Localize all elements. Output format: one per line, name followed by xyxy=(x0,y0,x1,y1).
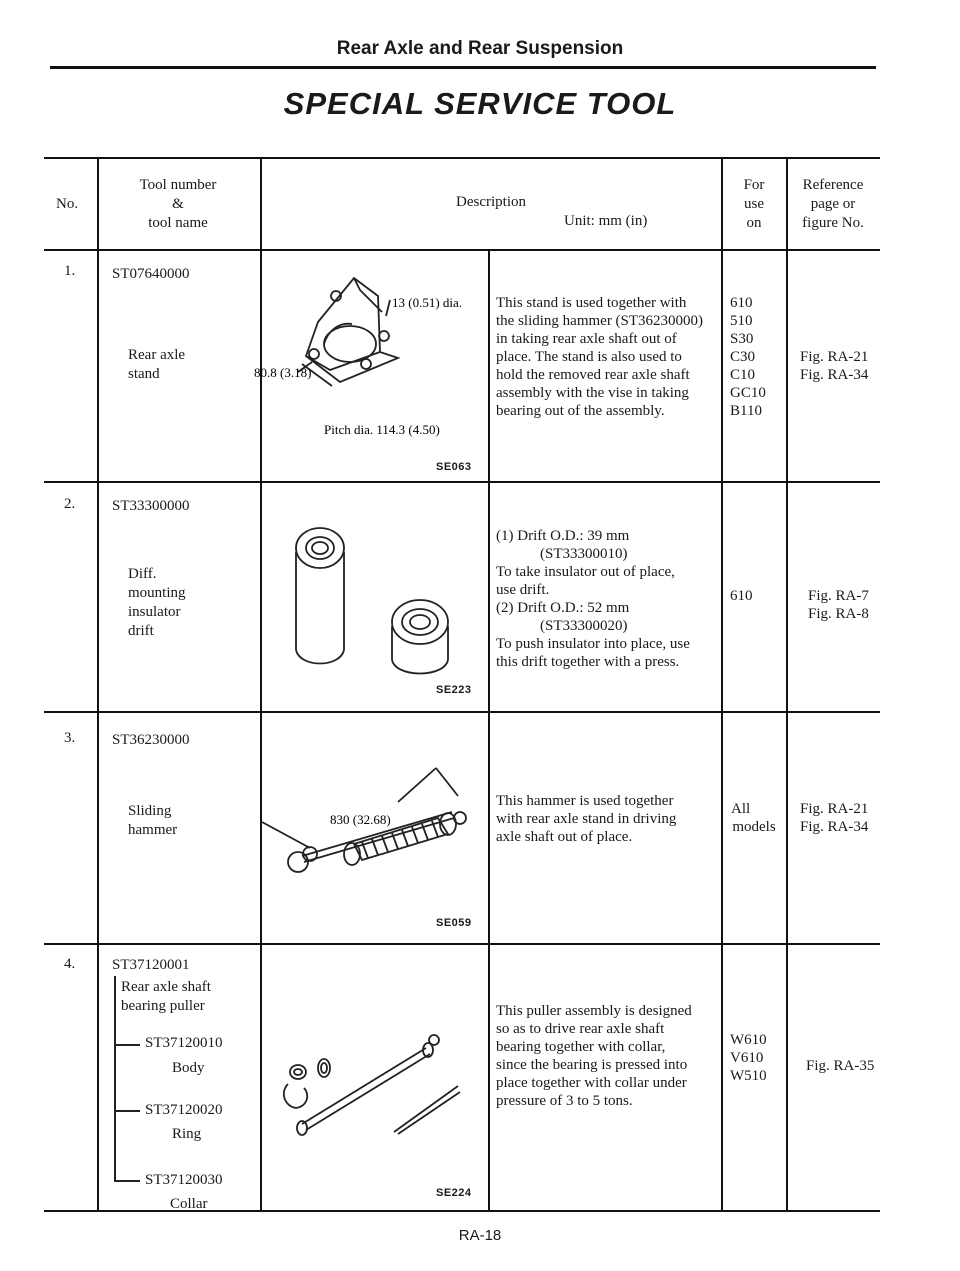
figure-reference: Fig. RA-21 xyxy=(800,801,869,817)
description-line: To take insulator out of place, xyxy=(496,564,675,580)
insulator-drift-illustration xyxy=(262,500,486,685)
sub-tool-name: Collar xyxy=(170,1196,208,1212)
row-number: 2. xyxy=(64,496,76,512)
model-code: 610 xyxy=(730,295,753,311)
model-code: W510 xyxy=(730,1068,767,1084)
for-use-on xyxy=(722,800,786,836)
figure-reference: Fig. RA-34 xyxy=(800,367,869,383)
page-heading: SPECIAL SERVICE TOOL xyxy=(283,86,677,121)
tool-description xyxy=(496,294,703,420)
for-use-on xyxy=(730,294,766,420)
tool-name-line: drift xyxy=(128,623,154,639)
header-line: For xyxy=(743,177,765,193)
description-line: (ST33300010) xyxy=(540,546,628,562)
tool-number: ST37120001 xyxy=(112,957,190,973)
tool-name-line: Sliding xyxy=(128,803,172,819)
row-number: 1. xyxy=(64,263,76,279)
description-line: assembly with the vise in taking xyxy=(496,385,689,401)
illustration-code: SE223 xyxy=(436,684,472,696)
row-divider xyxy=(44,711,880,713)
tool-name-line: hammer xyxy=(128,822,178,838)
bearing-puller-illustration xyxy=(262,1020,486,1140)
description-line: This puller assembly is designed xyxy=(496,1003,692,1019)
dimension-label: Pitch dia. 114.3 (4.50) xyxy=(324,422,440,437)
description-line: use drift. xyxy=(496,582,550,598)
illustration-code: SE059 xyxy=(436,917,472,929)
tool-name xyxy=(128,346,185,384)
model-code: All xyxy=(731,801,751,817)
header-line: & xyxy=(172,196,184,212)
row-divider xyxy=(44,481,880,483)
header-line: tool name xyxy=(148,215,208,231)
description-line: To push insulator into place, use xyxy=(496,636,690,652)
tool-name xyxy=(128,802,177,840)
model-code: 510 xyxy=(730,313,753,329)
column-divider xyxy=(721,157,723,1210)
tool-name-line: Diff. xyxy=(128,566,157,582)
description-line: with rear axle stand in driving xyxy=(496,811,677,827)
row-divider xyxy=(44,943,880,945)
reference xyxy=(806,1057,874,1075)
model-code: B110 xyxy=(730,403,762,419)
header-line: page or xyxy=(810,196,856,212)
description-line: hold the removed rear axle shaft xyxy=(496,367,690,383)
description-line: in taking rear axle shaft out of xyxy=(496,331,677,347)
tool-name-line: Rear axle xyxy=(128,347,186,363)
header-line: Reference xyxy=(802,177,864,193)
table-top-rule xyxy=(44,157,880,159)
description-line: the sliding hammer (ST36230000) xyxy=(496,313,704,329)
header-line: figure No. xyxy=(802,215,864,231)
sub-tool-number: ST37120020 xyxy=(145,1102,223,1118)
tool-name-line: mounting xyxy=(128,585,186,601)
figure-reference: Fig. RA-35 xyxy=(806,1058,875,1074)
description-line: pressure of 3 to 5 tons. xyxy=(496,1093,633,1109)
tool-number: ST07640000 xyxy=(112,266,190,282)
dimension-label: 13 (0.51) dia. xyxy=(392,295,463,310)
tool-number: ST36230000 xyxy=(112,732,190,748)
figure-reference: Fig. RA-8 xyxy=(808,606,869,622)
model-code: GC10 xyxy=(730,385,766,401)
sub-tool-number: ST37120010 xyxy=(145,1035,223,1051)
figure-reference: Fig. RA-21 xyxy=(800,349,869,365)
model-code: W610 xyxy=(730,1032,767,1048)
header-unit: Unit: mm (in) xyxy=(564,213,648,229)
description-line: axle shaft out of place. xyxy=(496,829,633,845)
description-line: This stand is used together with xyxy=(496,295,687,311)
sub-tool-name: Body xyxy=(172,1060,205,1076)
description-line: place. The stand is also used to xyxy=(496,349,682,365)
model-code: V610 xyxy=(730,1050,764,1066)
header-line: on xyxy=(746,215,762,231)
description-line: This hammer is used together xyxy=(496,793,674,809)
for-use-on xyxy=(730,1031,767,1085)
header-no: No. xyxy=(56,196,79,212)
column-divider xyxy=(97,157,99,1210)
tool-name-line: insulator xyxy=(128,604,181,620)
reference xyxy=(808,587,869,623)
dimension-label: 80.8 (3.18) xyxy=(254,365,312,380)
tool-name-line: bearing puller xyxy=(121,998,205,1014)
description-line: so as to drive rear axle shaft xyxy=(496,1021,665,1037)
rear-axle-stand-illustration xyxy=(254,260,486,475)
tree-branch xyxy=(114,1044,140,1046)
table-header-rule xyxy=(44,249,880,251)
tool-description xyxy=(496,792,676,846)
description-line: (ST33300020) xyxy=(540,618,628,634)
section-title: Rear Axle and Rear Suspension xyxy=(336,38,624,59)
tool-name-line: stand xyxy=(128,366,160,382)
tree-branch xyxy=(114,1110,140,1112)
sliding-hammer-illustration xyxy=(262,760,486,910)
description-line: place together with collar under xyxy=(496,1075,687,1091)
page-number: RA-18 xyxy=(458,1227,502,1244)
figure-reference: Fig. RA-7 xyxy=(808,588,869,604)
reference xyxy=(800,348,868,384)
header-line: Tool number xyxy=(139,177,217,193)
illustration-code: SE063 xyxy=(436,461,472,473)
header-description: Description xyxy=(456,194,526,210)
dimension-label: 830 (32.68) xyxy=(330,812,391,827)
row-number: 4. xyxy=(64,956,76,972)
model-code: C10 xyxy=(730,367,756,383)
tool-description xyxy=(496,1002,692,1110)
header-rule xyxy=(50,66,876,69)
bracket-line xyxy=(114,976,116,1018)
tool-name xyxy=(121,978,211,1016)
model-code: C30 xyxy=(730,349,756,365)
sub-tool-number: ST37120030 xyxy=(145,1172,223,1188)
description-line: this drift together with a press. xyxy=(496,654,680,670)
model-code: 610 xyxy=(730,588,753,604)
tree-branch xyxy=(114,1180,140,1182)
for-use-on xyxy=(730,587,753,605)
row-number: 3. xyxy=(64,730,76,746)
tree-line xyxy=(114,1018,116,1180)
description-line: (2) Drift O.D.: 52 mm xyxy=(496,600,630,616)
figure-reference: Fig. RA-34 xyxy=(800,819,869,835)
column-divider xyxy=(488,249,490,1210)
description-line: bearing out of the assembly. xyxy=(496,403,665,419)
tool-name xyxy=(128,565,186,641)
tool-description xyxy=(496,527,690,671)
description-line: (1) Drift O.D.: 39 mm xyxy=(496,528,630,544)
description-line: bearing together with collar, xyxy=(496,1039,666,1055)
header-line: use xyxy=(744,196,764,212)
tool-name-line: Rear axle shaft xyxy=(121,979,211,995)
header-for-use-on xyxy=(722,176,786,233)
description-line: since the bearing is pressed into xyxy=(496,1057,688,1073)
model-code: S30 xyxy=(730,331,754,347)
header-reference xyxy=(787,176,879,233)
tool-number: ST33300000 xyxy=(112,498,190,514)
reference xyxy=(800,800,868,836)
sub-tool-name: Ring xyxy=(172,1126,202,1142)
header-tool-number xyxy=(98,176,258,233)
illustration-code: SE224 xyxy=(436,1187,472,1199)
model-code: models xyxy=(732,819,776,835)
column-divider xyxy=(786,157,788,1210)
